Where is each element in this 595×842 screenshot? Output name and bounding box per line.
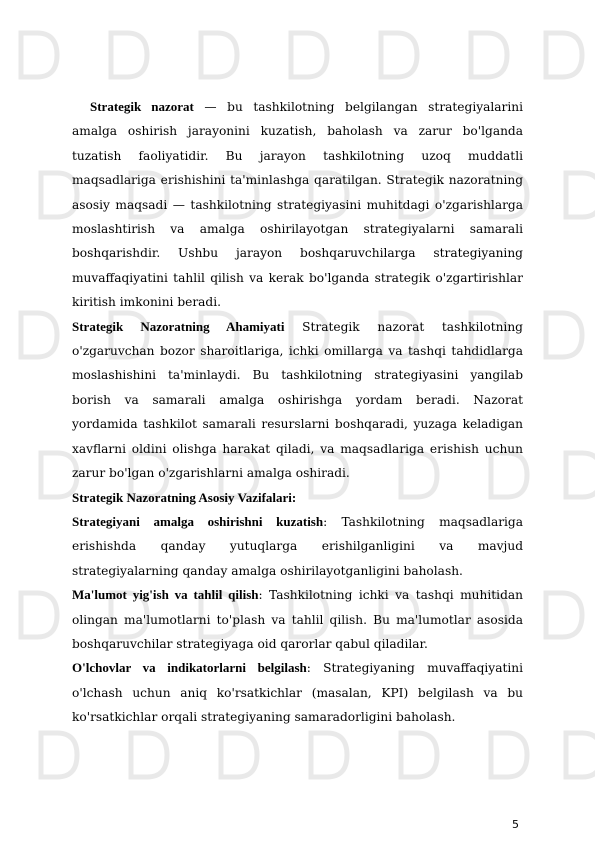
term-ahamiyati: Strategik Nazoratning Ahamiyati xyxy=(72,318,285,334)
watermark-glyph xyxy=(311,733,347,777)
watermark-glyph xyxy=(381,33,417,77)
watermark-glyph xyxy=(41,733,77,777)
paragraph-text: : Strategiyaning muvaffaqiyatini o'lchash uchun aniq ko'rsatkichlar (masalan, KPI) belgilash va bu ko'rsatkichlar orqali strategiyaning samaradorligini baholash. xyxy=(72,661,523,725)
watermark-glyph xyxy=(546,33,582,77)
paragraph-strategik-nazorat xyxy=(72,95,523,315)
paragraph-kuzatish xyxy=(72,510,523,583)
paragraph-text: : Tashkilotning maqsadlariga erishishda qanday yutuqlarga erishilganligini va mavjud strategiyalarning qanday amalga oshirilayotganligini baholash. xyxy=(72,514,524,578)
paragraph-text: — bu tashkilotning belgilangan strategiyalarini amalga oshirish jarayonini kuzatish, baholash va zarur bo'lganda tuzatish faoliyatidir. Bu jarayon tashkilotning uzoq muddatli maqsadlariga erishishini ta'minlashga qaratilgan. Strategik nazoratning asosiy maqsadi — tashkilotning strategiyasini muhitdagi o'zgarishlarga moslashtirish va amalga oshirilayotgan strategiyalarni samarali boshqarishdir. Ushbu jarayon boshqaruvchilarga strategiyaning muvaffaqiyatini tahlil qilish va kerak bo'lganda strategik o'zgartirishlar kiritish imkonini beradi. xyxy=(72,100,524,310)
watermark-glyph xyxy=(221,733,257,777)
watermark-glyph xyxy=(21,593,57,637)
paragraph-malumot xyxy=(72,583,523,656)
section-heading: Strategik Nazoratning Asosiy Vazifalari: xyxy=(72,489,297,505)
document-page xyxy=(72,95,523,730)
watermark-glyph xyxy=(546,313,582,357)
watermark-glyph xyxy=(131,733,167,777)
watermark-glyph xyxy=(566,173,595,217)
watermark-glyph xyxy=(111,33,147,77)
watermark-glyph xyxy=(546,593,582,637)
watermark-glyph xyxy=(21,313,57,357)
paragraph-ahamiyati xyxy=(72,315,523,486)
paragraph-text: Strategik nazorat tashkilotning o'zgaruvchan bozor sharoitlariga, ichki omillarga va tashqi tahdidlarga moslashishini ta'minlaydi. Bu tashkilotning strategiyasini yangilab borish va samarali amalga oshirishga yordam beradi. Nazorat yordamida tashkilot samarali resurslarni boshqaradi, yuzaga keladigan xavflarni oldini olishga harakat qiladi, va maqsadlariga erishish uchun zarur bo'lgan o'zgarishlarni amalga oshiradi. xyxy=(72,319,523,481)
term-kuzatish: Strategiyani amalga oshirishni kuzatish xyxy=(72,513,324,529)
page-number: 5 xyxy=(512,818,519,831)
term-malumot: Ma'lumot yig'ish va tahlil qilish xyxy=(72,587,259,603)
paragraph-olchovlar xyxy=(72,656,523,729)
watermark-glyph xyxy=(21,33,57,77)
watermark-glyph xyxy=(201,33,237,77)
watermark-glyph xyxy=(471,33,507,77)
watermark-glyph xyxy=(401,733,437,777)
watermark-glyph xyxy=(491,733,527,777)
watermark-glyph xyxy=(566,733,595,777)
paragraph-text: : Tashkilotning ichki va tashqi muhitidan olingan ma'lumotlarni to'plash va tahlil qilish. Bu ma'lumotlar asosida boshqaruvchilar strategiyaga oid qarorlar qabul qiladilar. xyxy=(72,588,523,651)
term-olchovlar: O'lchovlar va indikatorlarni belgilash xyxy=(72,660,307,676)
watermark-glyph xyxy=(566,453,595,497)
term-strategik-nazorat: Strategik nazorat xyxy=(90,99,194,114)
watermark-glyph xyxy=(291,33,327,77)
